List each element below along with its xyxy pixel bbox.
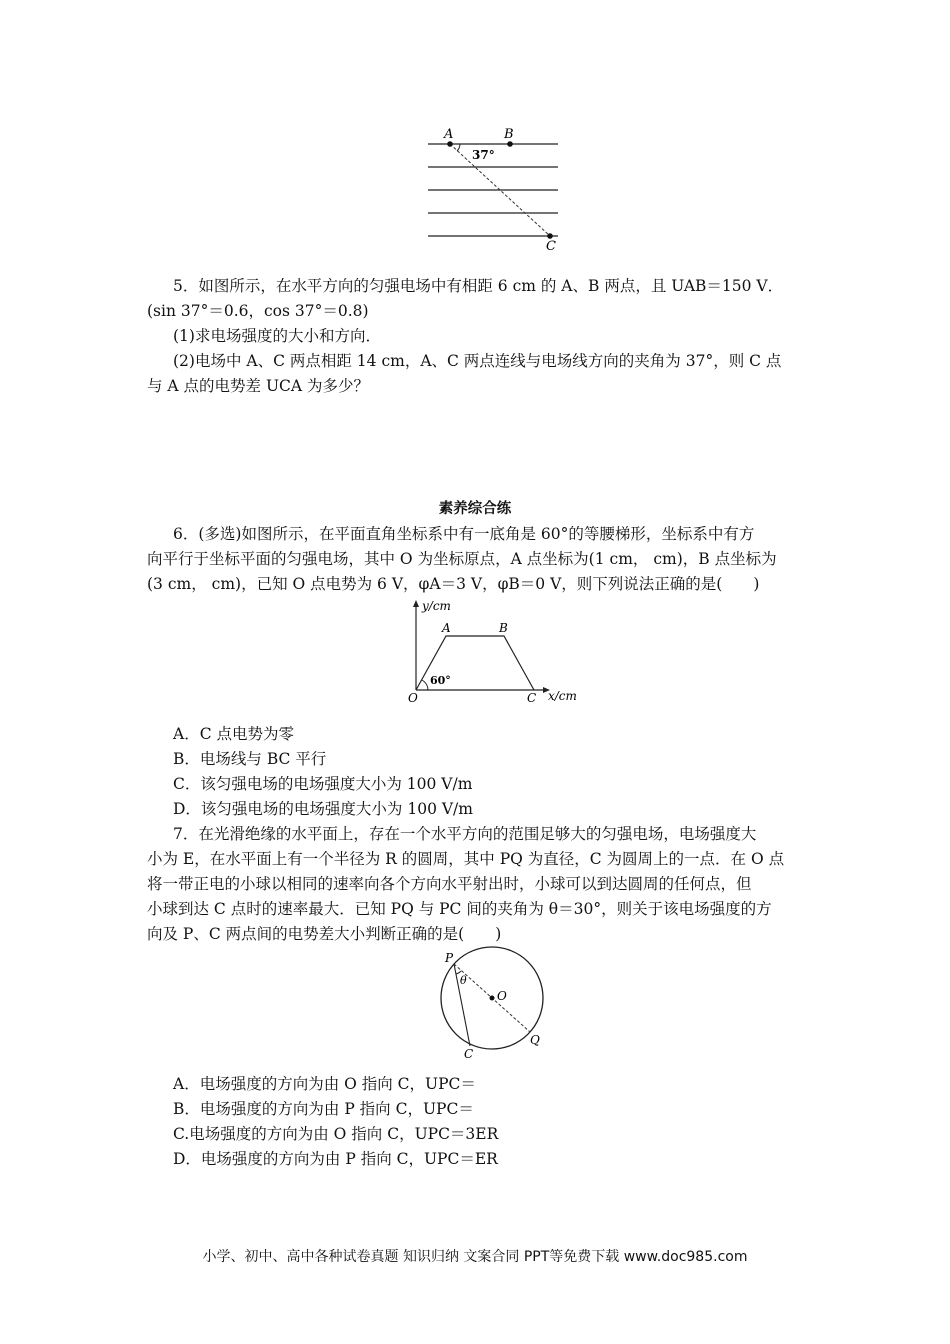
q5-line4: (2)电场中 A、C 两点相距 14 cm，A、C 两点连线与电场线方向的夹角为 37°，则 C 点 [173, 352, 782, 370]
figure-circle [430, 950, 560, 1062]
q7-line1: 7．在光滑绝缘的水平面上，存在一个水平方向的范围足够大的匀强电场，电场强度大 [173, 825, 757, 843]
label-c: C [527, 691, 537, 705]
q5-line2: (sin 37°＝0.6，cos 37°＝0.8) [147, 302, 369, 320]
q7-option-c: C.电场强度的方向为由 O 指向 C，UPC＝3ER [173, 1125, 499, 1143]
label-o: O [497, 989, 507, 1003]
q7-line5: 向及 P、C 两点间的电势差大小判断正确的是( ) [147, 925, 502, 943]
q6-option-a: A．C 点电势为零 [173, 725, 294, 743]
angle-arc [457, 144, 460, 151]
label-b: B [504, 127, 514, 142]
label-angle: 60° [430, 674, 451, 687]
q7-option-d: D．电场强度的方向为由 P 指向 C，UPC＝ER [173, 1150, 498, 1168]
q7-line2: 小为 E，在水平面上有一个半径为 R 的圆周，其中 PQ 为直径，C 为圆周上的一点．在 O 点 [147, 850, 785, 868]
y-axis-arrow [413, 600, 419, 607]
q5-line3: (1)求电场强度的大小和方向． [173, 327, 381, 345]
label-q: Q [530, 1033, 540, 1047]
point-b [507, 141, 513, 147]
label-b: B [499, 621, 508, 635]
label-theta: θ [460, 974, 467, 987]
footer-text: 小学、初中、高中各种试卷真题 知识归纳 文案合同 PPT等免费下载 www.doc985.com [202, 1249, 748, 1265]
q6-line2: 向平行于坐标平面的匀强电场，其中 O 为坐标原点，A 点坐标为(1 cm， cm)，B 点坐标为 [147, 550, 777, 568]
figure-field-lines [420, 122, 560, 252]
label-x-axis: x/cm [548, 689, 577, 703]
q5-line1: 5．如图所示，在水平方向的匀强电场中有相距 6 cm 的 A、B 两点，且 UAB＝150 V． [173, 277, 784, 295]
q6-option-b: B．电场线与 BC 平行 [173, 750, 327, 768]
label-a: A [442, 621, 451, 635]
label-o: O [408, 691, 418, 705]
q7-option-b: B．电场强度的方向为由 P 指向 C，UPC＝ [173, 1100, 474, 1118]
label-y-axis: y/cm [422, 599, 451, 613]
q7-line3: 将一带正电的小球以相同的速率向各个方向水平射出时，小球可以到达圆周的任何点，但 [147, 875, 752, 893]
label-a: A [444, 127, 454, 142]
q5-line5: 与 A 点的电势差 UCA 为多少？ [147, 377, 370, 395]
q7-option-a: A．电场强度的方向为由 O 指向 C，UPC＝ [173, 1075, 476, 1093]
q6-option-d: D．该匀强电场的电场强度大小为 100 V/m [173, 800, 473, 818]
point-o [490, 996, 495, 1001]
label-angle: 37° [472, 148, 495, 162]
q6-option-c: C．该匀强电场的电场强度大小为 100 V/m [173, 775, 473, 793]
point-a [447, 141, 453, 147]
label-c: C [546, 239, 556, 254]
figure-trapezoid [400, 596, 590, 708]
section-title: 素养综合练 [438, 501, 512, 517]
angle-arc [422, 680, 428, 690]
q6-line3: (3 cm， cm)，已知 O 点电势为 6 V，φA＝3 V，φB＝0 V，则下列说法正确的是( ) [147, 575, 760, 593]
point-c [547, 233, 553, 239]
label-p: P [445, 951, 454, 965]
q6-line1: 6．(多选)如图所示，在平面直角坐标系中有一底角是 60°的等腰梯形，坐标系中有方 [173, 525, 755, 543]
q7-line4: 小球到达 C 点时的速率最大．已知 PQ 与 PC 间的夹角为 θ＝30°，则关于该电场强度的方 [147, 900, 772, 918]
label-c: C [464, 1047, 474, 1061]
